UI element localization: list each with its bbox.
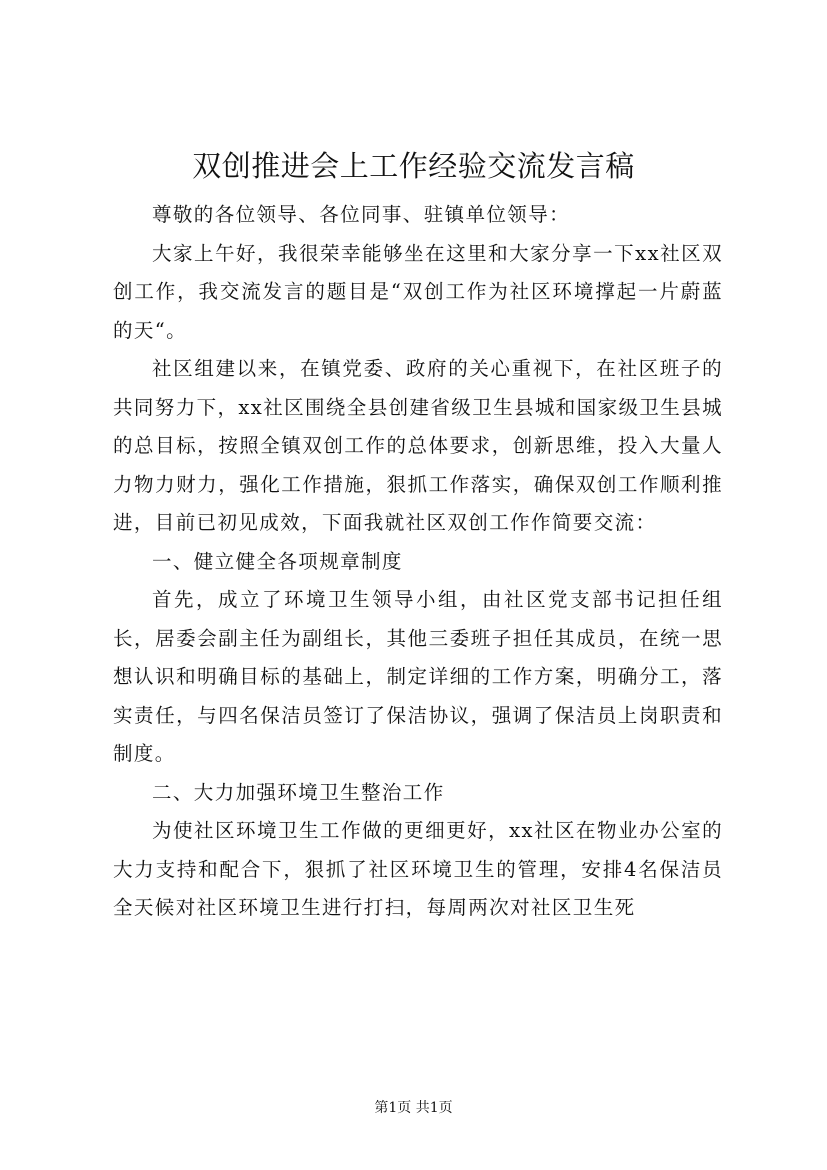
section-2-paragraph: 为使社区环境卫生工作做的更细更好，xx社区在物业办公室的大力支持和配合下，狠抓了社区环境卫生的管理，安排4名保洁员全天候对社区环境卫生进行打扫，每周两次对社区卫生死	[113, 819, 723, 919]
intro-paragraph: 社区组建以来，在镇党委、政府的关心重视下，在社区班子的共同努力下，xx社区围绕全县创建省级卫生县城和国家级卫生县城的总目标，按照全镇双创工作的总体要求，创新思维，投入大量人力物力财力，强化工作措施，狠抓工作落实，确保双创工作顺利推进，目前已初见成效，下面我就社区双创工作作简要交流：	[113, 357, 723, 534]
document-body	[113, 196, 723, 928]
section-1-paragraph: 首先，成立了环境卫生领导小组，由社区党支部书记担任组长，居委会副主任为副组长，其他三委班子担任其成员，在统一思想认识和明确目标的基础上，制定详细的工作方案，明确分工，落实责任，与四名保洁员签订了保洁协议，强调了保洁员上岗职责和制度。	[113, 588, 723, 765]
page-number-label: 第1页 共1页	[374, 1100, 453, 1116]
page-footer	[0, 1098, 827, 1118]
salutation-paragraph: 尊敬的各位领导、各位同事、驻镇单位领导：	[152, 203, 571, 226]
greeting-paragraph: 大家上午好，我很荣幸能够坐在这里和大家分享一下xx社区双创工作，我交流发言的题目是“双创工作为社区环境撑起一片蔚蓝的天“。	[113, 241, 723, 342]
section-heading-1: 一、健立健全各项规章制度	[152, 549, 403, 573]
document-title: 双创推进会上工作经验交流发言稿	[192, 149, 635, 183]
section-heading-2: 二、大力加强环境卫生整治工作	[152, 780, 445, 804]
